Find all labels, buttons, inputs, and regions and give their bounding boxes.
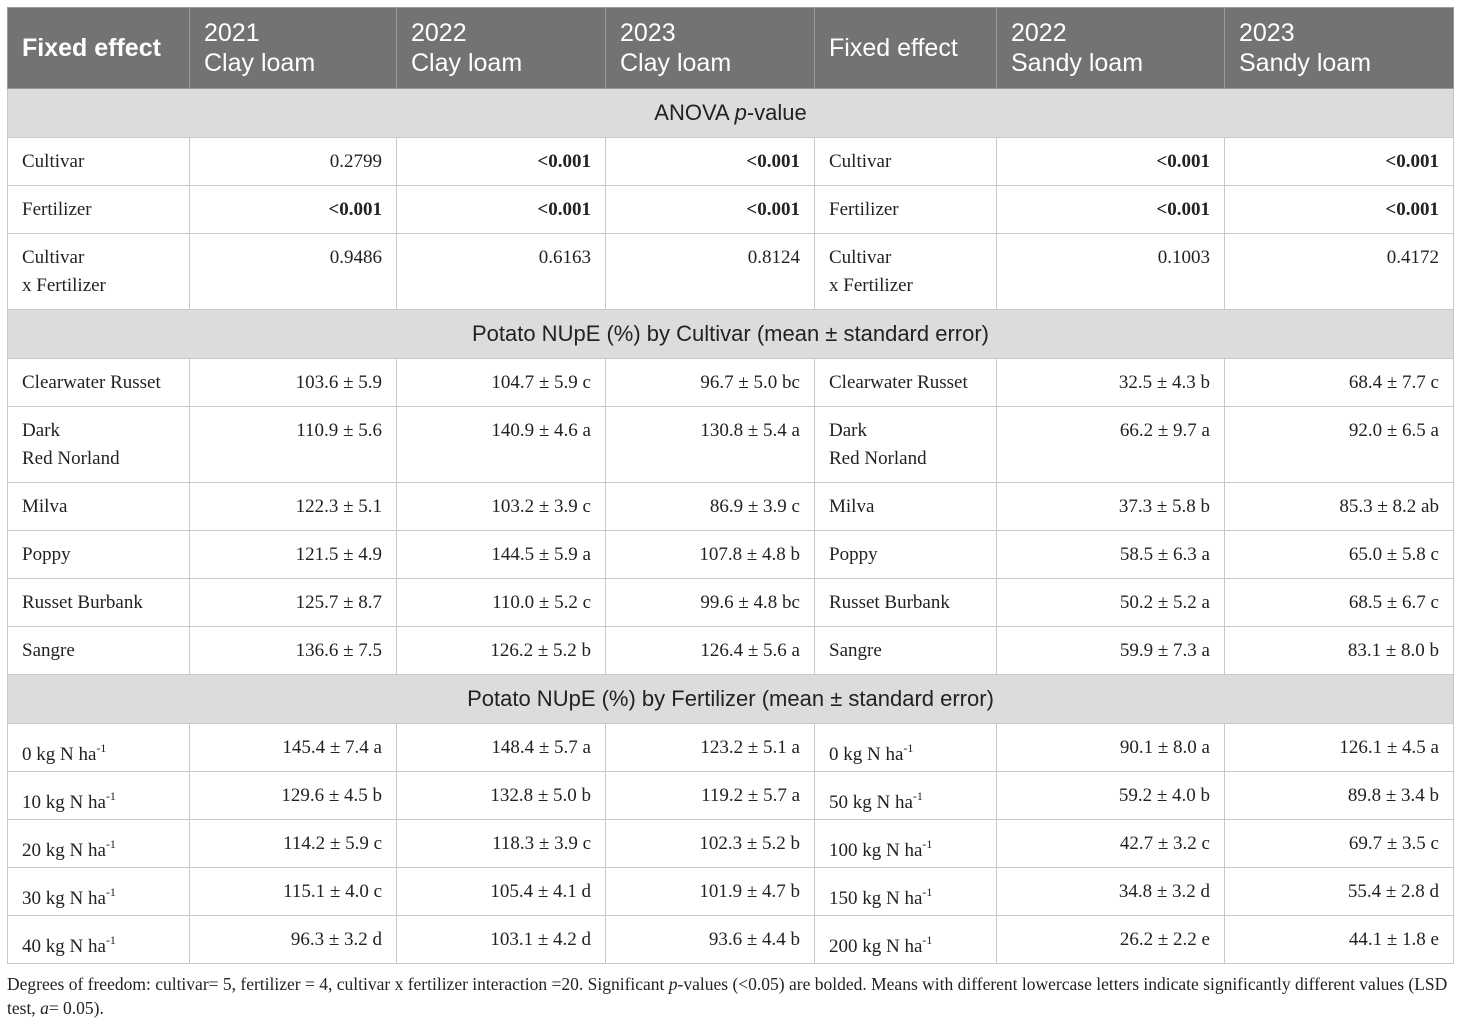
row-label: 150 kg N $ha^{-1}$ — [815, 868, 997, 916]
value-cell: 132.8 ± 5.0 b — [397, 772, 606, 820]
value-cell: 129.6 ± 4.5 b — [190, 772, 397, 820]
value-cell: 0.9486 — [190, 234, 397, 310]
value-cell: 89.8 ± 3.4 b — [1225, 772, 1454, 820]
value-cell: 59.9 ± 7.3 a — [997, 627, 1225, 675]
value-cell: 0.6163 — [397, 234, 606, 310]
value-cell: 66.2 ± 9.7 a — [997, 407, 1225, 483]
value-cell: <0.001 — [1225, 138, 1454, 186]
value-cell: 122.3 ± 5.1 — [190, 483, 397, 531]
value-cell: 126.1 ± 4.5 a — [1225, 724, 1454, 772]
value-cell: 90.1 ± 8.0 a — [997, 724, 1225, 772]
value-cell: 26.2 ± 2.2 e — [997, 916, 1225, 964]
value-cell: 114.2 ± 5.9 c — [190, 820, 397, 868]
table-row — [8, 868, 1454, 916]
value-cell: 0.4172 — [1225, 234, 1454, 310]
value-cell: 34.8 ± 3.2 d — [997, 868, 1225, 916]
value-cell: 101.9 ± 4.7 b — [606, 868, 815, 916]
table-row — [8, 627, 1454, 675]
header-2023-clay-loam: 2023 Clay loam — [606, 8, 815, 89]
row-label: Poppy — [815, 531, 997, 579]
value-cell: 103.1 ± 4.2 d — [397, 916, 606, 964]
value-cell: 103.2 ± 3.9 c — [397, 483, 606, 531]
value-cell: <0.001 — [997, 138, 1225, 186]
value-cell: 144.5 ± 5.9 a — [397, 531, 606, 579]
row-label: Russet Burbank — [8, 579, 190, 627]
value-cell: 50.2 ± 5.2 a — [997, 579, 1225, 627]
row-label: Milva — [8, 483, 190, 531]
value-cell: <0.001 — [1225, 186, 1454, 234]
value-cell: 42.7 ± 3.2 c — [997, 820, 1225, 868]
table-row — [8, 531, 1454, 579]
value-cell: 59.2 ± 4.0 b — [997, 772, 1225, 820]
value-cell: <0.001 — [397, 186, 606, 234]
results-table-container — [7, 7, 1453, 1020]
value-cell: 99.6 ± 4.8 bc — [606, 579, 815, 627]
value-cell: 105.4 ± 4.1 d — [397, 868, 606, 916]
table-footnote: Degrees of freedom: cultivar= 5, fertilizer = 4, cultivar x fertilizer interaction =20. Significant p-values (<0.05) are bolded. Means with different lowercase letters indicate significantly different values (LSD test, a= 0.05). — [7, 974, 1448, 1018]
section-anova — [8, 89, 1454, 138]
value-cell: <0.001 — [190, 186, 397, 234]
value-cell: 68.4 ± 7.7 c — [1225, 359, 1454, 407]
value-cell: 102.3 ± 5.2 b — [606, 820, 815, 868]
header-fixed-effect-right: Fixed effect — [815, 8, 997, 89]
table-row — [8, 359, 1454, 407]
value-cell: 0.1003 — [997, 234, 1225, 310]
value-cell: 44.1 ± 1.8 e — [1225, 916, 1454, 964]
value-cell: 126.2 ± 5.2 b — [397, 627, 606, 675]
row-label: 30 kg N $ha^{-1}$ — [8, 868, 190, 916]
row-label: Fertilizer — [815, 186, 997, 234]
row-label: Cultivar x Fertilizer — [815, 234, 997, 310]
header-2022-sandy-loam: 2022 Sandy loam — [997, 8, 1225, 89]
row-label: Clearwater Russet — [8, 359, 190, 407]
value-cell: 85.3 ± 8.2 ab — [1225, 483, 1454, 531]
row-label: 50 kg N $ha^{-1}$ — [815, 772, 997, 820]
value-cell: 96.3 ± 3.2 d — [190, 916, 397, 964]
table-row — [8, 579, 1454, 627]
row-label: 0 kg N $ha^{-1}$ — [815, 724, 997, 772]
section-title: Potato NUpE (%) by Fertilizer (mean ± standard error) — [8, 675, 1454, 724]
value-cell: 119.2 ± 5.7 a — [606, 772, 815, 820]
value-cell: 130.8 ± 5.4 a — [606, 407, 815, 483]
value-cell: 110.0 ± 5.2 c — [397, 579, 606, 627]
row-label: Dark Red Norland — [8, 407, 190, 483]
value-cell: 136.6 ± 7.5 — [190, 627, 397, 675]
table-row — [8, 186, 1454, 234]
value-cell: 121.5 ± 4.9 — [190, 531, 397, 579]
row-label: 100 kg N $ha^{-1}$ — [815, 820, 997, 868]
value-cell: 0.2799 — [190, 138, 397, 186]
row-label: 200 kg N $ha^{-1}$ — [815, 916, 997, 964]
table-row — [8, 483, 1454, 531]
nupe-table — [7, 7, 1454, 964]
header-fixed-effect-left: Fixed effect — [8, 8, 190, 89]
table-row — [8, 234, 1454, 310]
value-cell: 115.1 ± 4.0 c — [190, 868, 397, 916]
header-2023-sandy-loam: 2023 Sandy loam — [1225, 8, 1454, 89]
value-cell: 55.4 ± 2.8 d — [1225, 868, 1454, 916]
value-cell: 110.9 ± 5.6 — [190, 407, 397, 483]
value-cell: 0.8124 — [606, 234, 815, 310]
row-label: Poppy — [8, 531, 190, 579]
row-label: 20 kg N $ha^{-1}$ — [8, 820, 190, 868]
table-row — [8, 138, 1454, 186]
value-cell: 118.3 ± 3.9 c — [397, 820, 606, 868]
value-cell: <0.001 — [997, 186, 1225, 234]
section-cultivar — [8, 310, 1454, 359]
row-label: Russet Burbank — [815, 579, 997, 627]
value-cell: 125.7 ± 8.7 — [190, 579, 397, 627]
section-title: ANOVA p-value — [8, 89, 1454, 138]
table-row — [8, 407, 1454, 483]
header-2021-clay-loam: 2021 Clay loam — [190, 8, 397, 89]
value-cell: 123.2 ± 5.1 a — [606, 724, 815, 772]
value-cell: 140.9 ± 4.6 a — [397, 407, 606, 483]
row-label: 0 kg N $ha^{-1}$ — [8, 724, 190, 772]
row-label: Clearwater Russet — [815, 359, 997, 407]
row-label: Cultivar — [8, 138, 190, 186]
value-cell: 37.3 ± 5.8 b — [997, 483, 1225, 531]
value-cell: 148.4 ± 5.7 a — [397, 724, 606, 772]
value-cell: 107.8 ± 4.8 b — [606, 531, 815, 579]
row-label: 10 kg N $ha^{-1}$ — [8, 772, 190, 820]
value-cell: 104.7 ± 5.9 c — [397, 359, 606, 407]
row-label: Cultivar x Fertilizer — [8, 234, 190, 310]
section-fertilizer — [8, 675, 1454, 724]
row-label: Sangre — [8, 627, 190, 675]
header-2022-clay-loam: 2022 Clay loam — [397, 8, 606, 89]
value-cell: 68.5 ± 6.7 c — [1225, 579, 1454, 627]
row-label: Sangre — [815, 627, 997, 675]
value-cell: 96.7 ± 5.0 bc — [606, 359, 815, 407]
value-cell: <0.001 — [606, 186, 815, 234]
value-cell: 145.4 ± 7.4 a — [190, 724, 397, 772]
value-cell: 103.6 ± 5.9 — [190, 359, 397, 407]
row-label: Cultivar — [815, 138, 997, 186]
table-row — [8, 772, 1454, 820]
value-cell: 69.7 ± 3.5 c — [1225, 820, 1454, 868]
value-cell: 92.0 ± 6.5 a — [1225, 407, 1454, 483]
value-cell: <0.001 — [606, 138, 815, 186]
table-row — [8, 724, 1454, 772]
value-cell: 32.5 ± 4.3 b — [997, 359, 1225, 407]
table-row — [8, 916, 1454, 964]
value-cell: 86.9 ± 3.9 c — [606, 483, 815, 531]
value-cell: 93.6 ± 4.4 b — [606, 916, 815, 964]
row-label: Milva — [815, 483, 997, 531]
value-cell: 58.5 ± 6.3 a — [997, 531, 1225, 579]
row-label: Fertilizer — [8, 186, 190, 234]
table-row — [8, 820, 1454, 868]
header-row — [8, 8, 1454, 89]
row-label: 40 kg N $ha^{-1}$ — [8, 916, 190, 964]
row-label: Dark Red Norland — [815, 407, 997, 483]
section-title: Potato NUpE (%) by Cultivar (mean ± standard error) — [8, 310, 1454, 359]
value-cell: <0.001 — [397, 138, 606, 186]
value-cell: 65.0 ± 5.8 c — [1225, 531, 1454, 579]
value-cell: 83.1 ± 8.0 b — [1225, 627, 1454, 675]
value-cell: 126.4 ± 5.6 a — [606, 627, 815, 675]
